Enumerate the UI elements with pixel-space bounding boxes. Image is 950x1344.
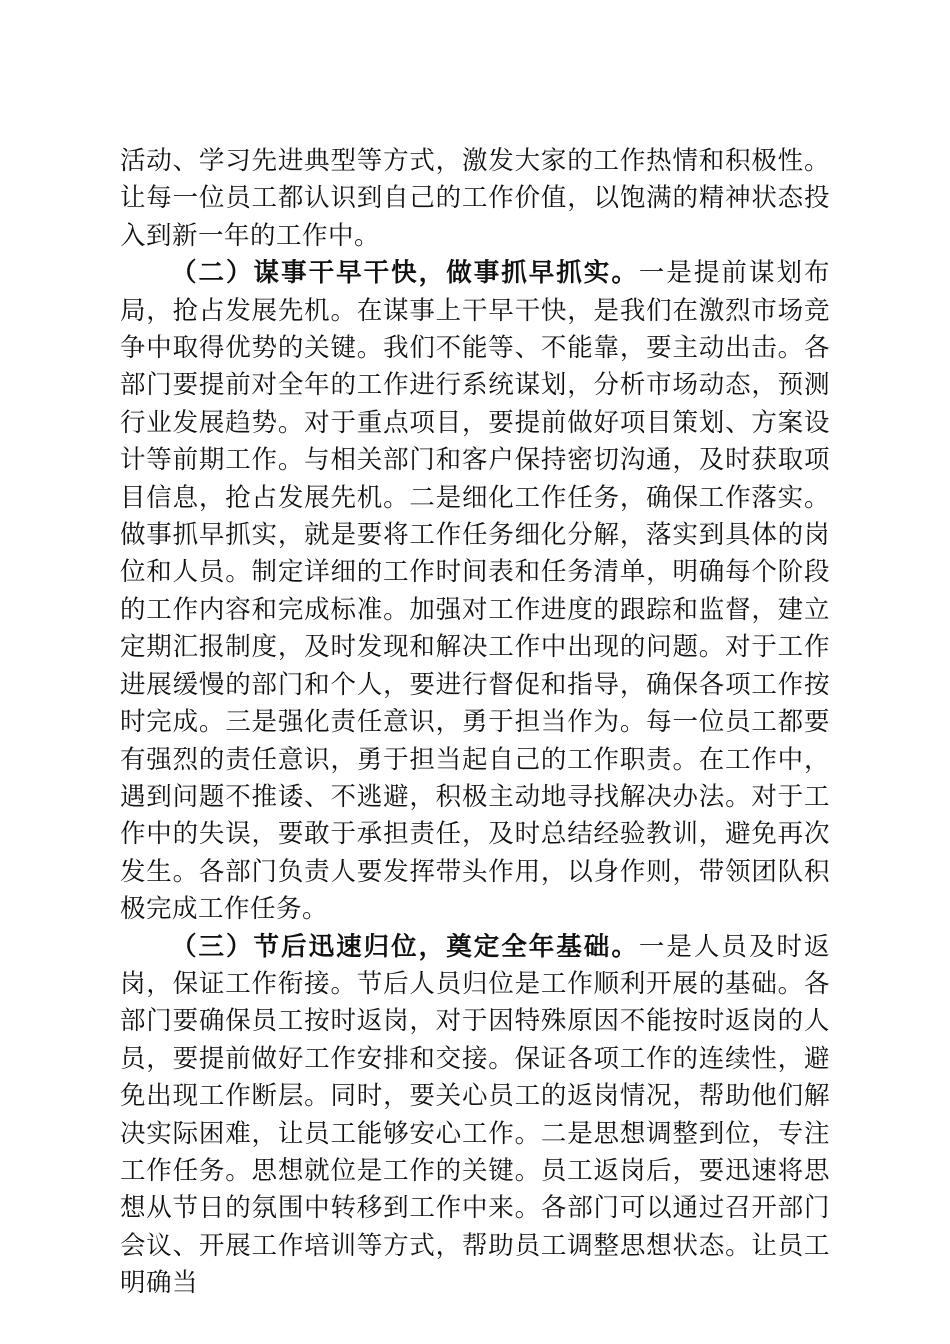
paragraph-section-two bbox=[120, 255, 830, 928]
section-heading: （二）谋事干早干快，做事抓早抓实。 bbox=[171, 258, 639, 289]
document-page bbox=[120, 143, 830, 1303]
paragraph-section-three bbox=[120, 929, 830, 1303]
paragraph-continuation bbox=[120, 143, 830, 255]
paragraph-body: 活动、学习先进典型等方式，激发大家的工作热情和积极性。让每一位员工都认识到自己的工作价值，以饱满的精神状态投入到新一年的工作中。 bbox=[120, 146, 830, 251]
section-heading: （三）节后迅速归位，奠定全年基础。 bbox=[171, 931, 639, 962]
paragraph-body: 一是人员及时返岗，保证工作衔接。节后人员归位是工作顺利开展的基础。各部门要确保员工按时返岗，对于因特殊原因不能按时返岗的人员，要提前做好工作安排和交接。保证各项工作的连续性，避免出现工作断层。同时，要关心员工的返岗情况，帮助他们解决实际困难，让员工能够安心工作。二是思想调整到位，专注工作任务。思想就位是工作的关键。员工返岗后，要迅速将思想从节日的氛围中转移到工作中来。各部门可以通过召开部门会议、开展工作培训等方式，帮助员工调整思想状态。让员工明确当 bbox=[120, 931, 830, 1299]
paragraph-body: 一是提前谋划布局，抢占发展先机。在谋事上干早干快，是我们在激烈市场竞争中取得优势的关键。我们不能等、不能靠，要主动出击。各部门要提前对全年的工作进行系统谋划，分析市场动态，预测行业发展趋势。对于重点项目，要提前做好项目策划、方案设计等前期工作。与相关部门和客户保持密切沟通，及时获取项目信息，抢占发展先机。二是细化工作任务，确保工作落实。做事抓早抓实，就是要将工作任务细化分解，落实到具体的岗位和人员。制定详细的工作时间表和任务清单，明确每个阶段的工作内容和完成标准。加强对工作进度的跟踪和监督，建立定期汇报制度，及时发现和解决工作中出现的问题。对于工作进展缓慢的部门和个人，要进行督促和指导，确保各项工作按时完成。三是强化责任意识，勇于担当作为。每一位员工都要有强烈的责任意识，勇于担当起自己的工作职责。在工作中，遇到问题不推诿、不逃避，积极主动地寻找解决办法。对于工作中的失误，要敢于承担责任，及时总结经验教训，避免再次发生。各部门负责人要发挥带头作用，以身作则，带领团队积极完成工作任务。 bbox=[120, 258, 830, 925]
